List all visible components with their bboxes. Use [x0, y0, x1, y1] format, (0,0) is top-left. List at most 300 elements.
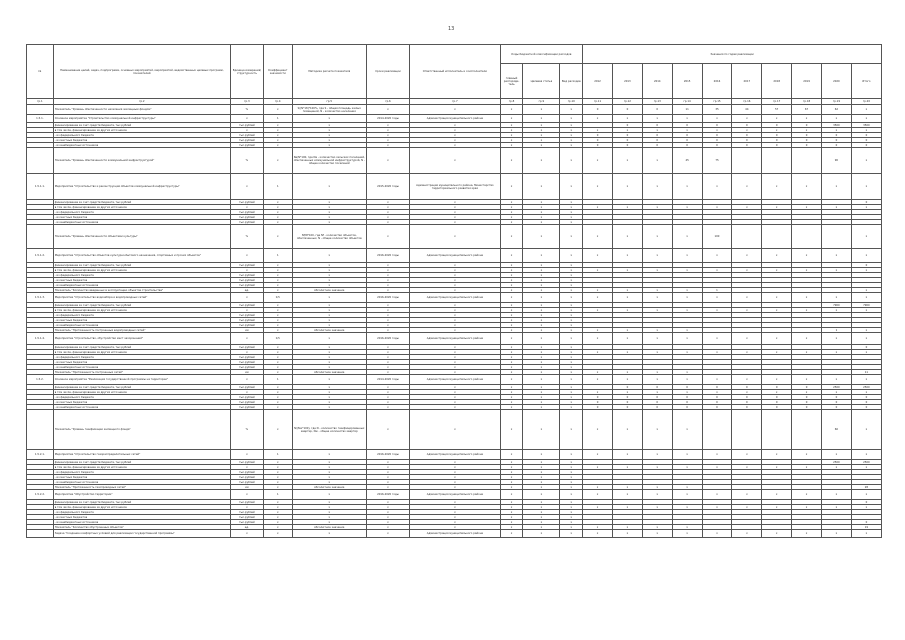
table-cell: х — [263, 530, 292, 538]
table-cell: х — [263, 148, 292, 174]
table-cell: х — [612, 205, 642, 210]
table-cell: х — [762, 350, 792, 355]
table-cell: х — [560, 505, 583, 510]
table-cell: х — [612, 465, 642, 470]
table-cell: х — [366, 470, 409, 475]
table-cell: х — [263, 395, 292, 400]
table-cell: 0 — [762, 138, 792, 143]
table-cell: х — [583, 328, 613, 333]
table-cell: х — [612, 249, 642, 263]
table-cell: х — [762, 450, 792, 460]
indicator-name-cell: - из внебюджетных источников — [53, 480, 230, 485]
table-cell: х — [366, 360, 409, 365]
table-cell: х — [672, 465, 702, 470]
table-cell: х — [263, 205, 292, 210]
table-cell: х — [702, 115, 732, 123]
table-cell: х — [583, 288, 613, 293]
table-cell: х — [263, 288, 292, 293]
table-cell: х — [366, 200, 409, 205]
table-cell: 0 — [732, 138, 762, 143]
table-cell: х — [560, 345, 583, 350]
table-cell: х — [523, 123, 560, 128]
table-cell: х — [263, 350, 292, 355]
table-cell: 2015-2020 годы — [366, 174, 409, 200]
table-cell: х — [560, 385, 583, 390]
table-cell: х — [821, 115, 851, 123]
table-cell: 1 — [702, 288, 732, 293]
table-cell: х — [263, 313, 292, 318]
table-cell: 0 — [851, 520, 881, 525]
table-cell: х — [672, 525, 702, 530]
table-cell: х — [500, 475, 523, 480]
indicator-name-cell: - из местных бюджетов — [53, 400, 230, 405]
table-cell: х — [500, 530, 523, 538]
table-cell: 0 — [702, 395, 732, 400]
table-cell: х — [500, 355, 523, 360]
table-cell: х — [292, 283, 366, 288]
table-cell: х — [292, 400, 366, 405]
table-cell: х — [642, 490, 672, 500]
table-cell: х — [292, 303, 366, 308]
table-cell: х — [500, 365, 523, 370]
table-cell: х — [762, 465, 792, 470]
table-cell: х — [523, 323, 560, 328]
indicator-name-cell: - из федерального бюджета — [53, 273, 230, 278]
column-number: гр.16 — [732, 99, 762, 105]
table-cell: х — [410, 365, 501, 370]
table-cell: х — [642, 485, 672, 490]
table-cell: 0 — [851, 345, 881, 350]
table-cell: х — [523, 143, 560, 148]
table-cell: х — [263, 500, 292, 505]
table-cell: х — [851, 375, 881, 385]
table-cell: х — [292, 355, 366, 360]
indicator-name-cell: - из внебюджетных источников — [53, 283, 230, 288]
table-cell: 0 — [792, 123, 822, 128]
table-cell: х — [366, 385, 409, 390]
column-number: гр.1 — [27, 99, 54, 105]
table-cell: Администрация муниципального района — [410, 375, 501, 385]
table-cell: х — [851, 333, 881, 345]
table-cell: х — [292, 475, 366, 480]
table-cell: х — [762, 174, 792, 200]
table-cell: 1 — [263, 490, 292, 500]
table-cell: х — [672, 490, 702, 500]
table-cell — [792, 148, 822, 174]
table-cell: х — [500, 470, 523, 475]
table-cell: х — [366, 328, 409, 333]
column-number: гр.17 — [762, 99, 792, 105]
table-cell: 0 — [642, 123, 672, 128]
table-cell: х — [560, 308, 583, 313]
table-cell: х — [292, 323, 366, 328]
table-cell: тыс.рублей — [230, 400, 263, 405]
table-cell: х — [366, 268, 409, 273]
table-cell: х — [263, 318, 292, 323]
table-cell: х — [230, 350, 263, 355]
indicator-name-cell: в том числе, финансирование из других источников — [53, 308, 230, 313]
table-cell: % — [230, 225, 263, 249]
program-table — [26, 44, 882, 538]
table-cell: х — [560, 350, 583, 355]
table-cell: х — [292, 520, 366, 525]
indicator-name-cell: финансирование за счет средств бюджета, тыс.рублей — [53, 263, 230, 268]
table-cell: х — [500, 313, 523, 318]
indicator-name-cell: Показатель "Протяженность построенных водопроводных сетей" — [53, 328, 230, 333]
table-cell: х — [762, 249, 792, 263]
table-cell: х — [500, 360, 523, 365]
table-cell: 0 — [612, 385, 642, 390]
table-cell: х — [292, 210, 366, 215]
table-cell: х — [263, 200, 292, 205]
table-cell: тыс.рублей — [230, 123, 263, 128]
table-cell: х — [851, 128, 881, 133]
table-cell: х — [292, 115, 366, 123]
table-cell: х — [410, 143, 501, 148]
table-cell: % — [230, 105, 263, 115]
table-cell: х — [732, 174, 762, 200]
table-cell: х — [523, 278, 560, 283]
table-cell: х — [792, 249, 822, 263]
table-cell: х — [762, 333, 792, 345]
table-cell: х — [263, 220, 292, 225]
table-cell: х — [500, 210, 523, 215]
table-cell: х — [672, 350, 702, 355]
table-cell: х — [366, 313, 409, 318]
table-cell: тыс.рублей — [230, 365, 263, 370]
table-cell: тыс.рублей — [230, 500, 263, 505]
table-cell: х — [292, 390, 366, 395]
table-cell: х — [263, 470, 292, 475]
indicator-name-cell: Показатель "Протяженность построенных сетей" — [53, 370, 230, 375]
table-cell: х — [410, 400, 501, 405]
table-cell: х — [292, 530, 366, 538]
table-cell: х — [851, 293, 881, 303]
table-cell: х — [672, 370, 702, 375]
table-cell: х — [263, 505, 292, 510]
table-cell: Абсолютное значение — [292, 328, 366, 333]
table-cell: 0 — [762, 123, 792, 128]
table-cell: х — [702, 249, 732, 263]
table-cell: х — [523, 505, 560, 510]
table-cell: х — [500, 480, 523, 485]
table-cell: х — [560, 249, 583, 263]
table-cell: х — [560, 263, 583, 268]
table-cell: х — [523, 510, 560, 515]
table-cell: х — [523, 375, 560, 385]
indicator-name-cell: финансирование за счет средств бюджета, тыс.рублей — [53, 460, 230, 465]
header-code-target: Целевая статья — [523, 64, 560, 99]
table-cell: х — [500, 174, 523, 200]
table-cell: тыс.рублей — [230, 520, 263, 525]
table-cell: х — [523, 515, 560, 520]
table-cell: х — [583, 308, 613, 313]
table-cell: х — [583, 268, 613, 273]
table-cell: х — [851, 105, 881, 115]
table-cell: х — [583, 490, 613, 500]
table-cell: 0 — [792, 143, 822, 148]
table-cell: х — [560, 174, 583, 200]
table-cell: х — [732, 450, 762, 460]
row-number-cell: 1.5.2.2. — [27, 490, 54, 500]
header-year: 2013 — [612, 64, 642, 99]
table-cell: х — [560, 410, 583, 450]
table-cell — [762, 225, 792, 249]
table-cell: х — [560, 515, 583, 520]
table-cell: км — [230, 485, 263, 490]
table-cell: 1 — [263, 115, 292, 123]
table-cell: 2016-2020 годы — [366, 333, 409, 345]
table-cell: 0 — [583, 138, 613, 143]
table-cell: х — [263, 138, 292, 143]
table-cell: 0 — [792, 395, 822, 400]
table-cell: х — [500, 263, 523, 268]
table-cell: х — [523, 460, 560, 465]
table-cell: х — [263, 400, 292, 405]
table-cell: х — [366, 405, 409, 410]
table-cell: х — [500, 333, 523, 345]
indicator-name-cell: - из внебюджетных источников — [53, 143, 230, 148]
table-cell: х — [366, 480, 409, 485]
row-number-cell — [27, 148, 54, 174]
table-cell: х — [612, 308, 642, 313]
table-cell: х — [500, 515, 523, 520]
table-cell: х — [410, 405, 501, 410]
table-cell: х — [642, 249, 672, 263]
table-cell: х — [672, 328, 702, 333]
table-cell: Администрация муниципального района — [410, 530, 501, 538]
table-row — [27, 148, 882, 174]
table-cell: х — [263, 283, 292, 288]
table-cell: х — [410, 313, 501, 318]
table-cell: х — [292, 500, 366, 505]
table-cell: х — [560, 148, 583, 174]
table-cell: тыс.рублей — [230, 355, 263, 360]
table-cell: х — [560, 470, 583, 475]
table-cell: х — [583, 525, 613, 530]
table-cell: х — [642, 505, 672, 510]
table-cell: х — [263, 225, 292, 249]
table-cell: х — [523, 350, 560, 355]
table-cell: S/(N*18)*100%, где S - общая площадь жилых помещений, N - количество населения — [292, 105, 366, 115]
table-cell: х — [230, 333, 263, 345]
table-cell: х — [263, 510, 292, 515]
indicator-name-cell: Мероприятие "Строительство и реконструкция объектов коммунальной инфраструктуры" — [53, 174, 230, 200]
table-row — [27, 115, 882, 123]
indicator-name-cell: в том числе, финансирование из других источников — [53, 268, 230, 273]
table-cell: 0 — [702, 138, 732, 143]
table-cell: х — [560, 268, 583, 273]
table-cell: х — [500, 328, 523, 333]
table-cell: х — [523, 200, 560, 205]
table-row — [27, 410, 882, 450]
table-cell: км — [230, 370, 263, 375]
row-number-cell — [27, 105, 54, 115]
indicator-name-cell: - из местных бюджетов — [53, 515, 230, 520]
table-row — [27, 490, 882, 500]
table-cell: х — [292, 490, 366, 500]
table-cell: х — [612, 525, 642, 530]
table-cell: х — [523, 133, 560, 138]
table-cell: х — [560, 355, 583, 360]
table-cell: х — [500, 400, 523, 405]
table-cell: х — [500, 520, 523, 525]
table-cell: х — [263, 355, 292, 360]
table-cell: 0 — [851, 400, 881, 405]
table-cell: х — [410, 323, 501, 328]
table-cell: N/(Nж*100), где N - количество газифицированных квартир, Nж - общее количество квартир — [292, 410, 366, 450]
table-cell: 0 — [583, 395, 613, 400]
table-cell: х — [292, 293, 366, 303]
table-cell: х — [851, 225, 881, 249]
table-cell: 0 — [612, 143, 642, 148]
table-cell: тыс.рублей — [230, 475, 263, 480]
table-cell: х — [366, 520, 409, 525]
table-cell: х — [292, 450, 366, 460]
table-cell: х — [500, 148, 523, 174]
table-cell: х — [292, 138, 366, 143]
table-cell: Администрация муниципального района — [410, 293, 501, 303]
table-cell: х — [672, 308, 702, 313]
table-cell: х — [292, 249, 366, 263]
table-cell: 0 — [762, 385, 792, 390]
indicator-name-cell: - из внебюджетных источников — [53, 405, 230, 410]
table-cell: х — [642, 410, 672, 450]
table-row — [27, 450, 882, 460]
table-cell: х — [366, 133, 409, 138]
table-cell: х — [560, 128, 583, 133]
table-cell: х — [500, 308, 523, 313]
table-row — [27, 249, 882, 263]
table-cell: х — [702, 268, 732, 273]
table-cell: х — [500, 105, 523, 115]
table-cell: х — [792, 128, 822, 133]
table-cell: х — [500, 143, 523, 148]
table-cell: 0 — [612, 123, 642, 128]
table-cell: х — [410, 225, 501, 249]
table-cell: х — [560, 328, 583, 333]
table-cell: х — [792, 465, 822, 470]
row-number-cell: 1.5.1.3. — [27, 293, 54, 303]
table-cell: х — [560, 510, 583, 515]
table-cell: 2016-2020 годы — [366, 450, 409, 460]
indicator-name-cell: - из местных бюджетов — [53, 475, 230, 480]
table-cell: 2016-2020 годы — [366, 293, 409, 303]
table-cell: х — [366, 143, 409, 148]
table-cell: х — [410, 283, 501, 288]
table-cell: 0 — [851, 200, 881, 205]
table-cell: х — [366, 500, 409, 505]
table-cell: х — [612, 350, 642, 355]
table-cell: х — [792, 115, 822, 123]
table-cell: х — [792, 505, 822, 510]
table-cell: х — [500, 138, 523, 143]
table-cell: х — [410, 278, 501, 283]
table-cell: х — [560, 205, 583, 210]
table-cell: х — [851, 249, 881, 263]
table-cell: х — [263, 475, 292, 480]
table-cell: х — [762, 308, 792, 313]
table-cell: х — [672, 375, 702, 385]
table-cell: х — [523, 328, 560, 333]
table-cell: х — [500, 293, 523, 303]
indicator-name-cell: Мероприятие "Строительство объектов культурно-бытового назначения, спортивных и прочих объектов" — [53, 249, 230, 263]
table-cell: 2014-2020 годы — [366, 375, 409, 385]
table-cell: х — [732, 128, 762, 133]
table-cell: х — [366, 105, 409, 115]
table-cell: х — [672, 293, 702, 303]
table-cell: х — [366, 530, 409, 538]
column-number: гр.11 — [583, 99, 613, 105]
header-unit: Единица измерения/ структурность — [230, 45, 263, 99]
table-cell: 0 — [642, 105, 672, 115]
table-cell: х — [263, 303, 292, 308]
table-cell: х — [560, 105, 583, 115]
table-cell: х — [612, 505, 642, 510]
table-cell: х — [702, 505, 732, 510]
table-cell: х — [560, 525, 583, 530]
row-number-cell — [27, 225, 54, 249]
indicator-name-cell: Показатель "Уровень обеспеченности коммунальной инфраструктурой" — [53, 148, 230, 174]
table-cell: х — [612, 225, 642, 249]
table-cell: х — [642, 450, 672, 460]
table-cell: 0 — [583, 133, 613, 138]
table-cell: тыс.рублей — [230, 220, 263, 225]
table-cell: км — [230, 328, 263, 333]
table-cell: х — [560, 123, 583, 128]
table-cell: 2500 — [821, 460, 851, 465]
table-cell: х — [500, 510, 523, 515]
table-cell: х — [410, 273, 501, 278]
table-cell: х — [560, 365, 583, 370]
table-cell: х — [821, 530, 851, 538]
table-cell: х — [612, 490, 642, 500]
table-cell: 2500 — [821, 385, 851, 390]
table-cell: х — [292, 273, 366, 278]
table-cell: х — [523, 138, 560, 143]
header-coef: Коэффициент значимости — [263, 45, 292, 99]
table-cell: х — [292, 465, 366, 470]
table-cell: х — [560, 475, 583, 480]
table-cell: 0 — [642, 395, 672, 400]
table-cell: х — [642, 328, 672, 333]
table-cell: х — [366, 278, 409, 283]
table-cell: х — [230, 308, 263, 313]
header-code-main: главный распоряди-тель — [500, 64, 523, 99]
indicator-name-cell: Показатель "Количество обустроенных объектов" — [53, 525, 230, 530]
table-cell: х — [732, 293, 762, 303]
table-cell: х — [263, 143, 292, 148]
header-year: 2016 — [702, 64, 732, 99]
table-cell: Администрация муниципального района — [410, 249, 501, 263]
table-cell: 0 — [732, 400, 762, 405]
table-cell: х — [410, 123, 501, 128]
table-cell: 0 — [672, 133, 702, 138]
table-cell: х — [560, 143, 583, 148]
indicator-name-cell: финансирование за счет средств бюджета, тыс.рублей — [53, 200, 230, 205]
table-cell: х — [702, 390, 732, 395]
table-cell: х — [821, 505, 851, 510]
indicator-name-cell: - из федерального бюджета — [53, 210, 230, 215]
table-cell: х — [672, 505, 702, 510]
table-cell: х — [263, 268, 292, 273]
column-number: гр.7 — [410, 99, 501, 105]
table-cell: х — [500, 303, 523, 308]
table-cell: х — [732, 505, 762, 510]
table-cell: х — [523, 105, 560, 115]
indicator-name-cell: - из внебюджетных источников — [53, 365, 230, 370]
table-cell: х — [500, 318, 523, 323]
